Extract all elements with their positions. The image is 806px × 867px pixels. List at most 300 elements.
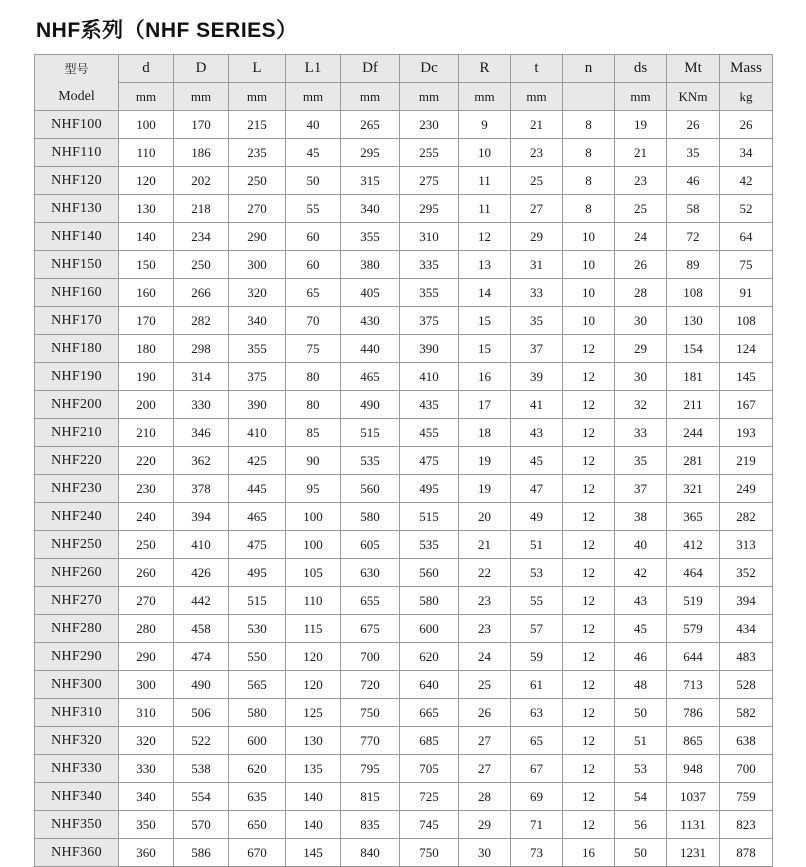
- cell-Mt: 1037: [667, 783, 720, 811]
- cell-R: 23: [459, 587, 511, 615]
- cell-D: 474: [174, 643, 229, 671]
- cell-Df: 655: [341, 587, 400, 615]
- cell-L1: 95: [286, 475, 341, 503]
- cell-ds: 50: [615, 699, 667, 727]
- cell-Dc: 560: [400, 559, 459, 587]
- cell-t: 33: [511, 279, 563, 307]
- cell-R: 23: [459, 615, 511, 643]
- cell-Df: 515: [341, 419, 400, 447]
- unit-t: mm: [511, 83, 563, 111]
- cell-D: 506: [174, 699, 229, 727]
- cell-model: NHF100: [35, 111, 119, 139]
- cell-ds: 33: [615, 419, 667, 447]
- cell-Mt: 72: [667, 223, 720, 251]
- unit-Mt: KNm: [667, 83, 720, 111]
- cell-Mass: 193: [720, 419, 773, 447]
- cell-ds: 32: [615, 391, 667, 419]
- cell-L: 445: [229, 475, 286, 503]
- cell-L: 355: [229, 335, 286, 363]
- cell-L1: 80: [286, 363, 341, 391]
- column-header-ds: ds: [615, 55, 667, 83]
- cell-Mass: 638: [720, 727, 773, 755]
- cell-L1: 65: [286, 279, 341, 307]
- cell-L: 465: [229, 503, 286, 531]
- cell-Mass: 483: [720, 643, 773, 671]
- unit-Mass: kg: [720, 83, 773, 111]
- cell-Df: 265: [341, 111, 400, 139]
- table-row: [35, 279, 773, 307]
- cell-D: 250: [174, 251, 229, 279]
- cell-model: NHF330: [35, 755, 119, 783]
- cell-t: 57: [511, 615, 563, 643]
- cell-Mt: 786: [667, 699, 720, 727]
- cell-model: NHF340: [35, 783, 119, 811]
- cell-d: 330: [119, 755, 174, 783]
- cell-R: 12: [459, 223, 511, 251]
- cell-D: 378: [174, 475, 229, 503]
- column-header-Mass: Mass: [720, 55, 773, 83]
- cell-Mass: 64: [720, 223, 773, 251]
- cell-R: 17: [459, 391, 511, 419]
- cell-ds: 43: [615, 587, 667, 615]
- cell-D: 234: [174, 223, 229, 251]
- cell-L: 620: [229, 755, 286, 783]
- model-header-en: Model: [58, 88, 95, 104]
- cell-D: 218: [174, 195, 229, 223]
- cell-R: 22: [459, 559, 511, 587]
- cell-d: 180: [119, 335, 174, 363]
- cell-R: 15: [459, 335, 511, 363]
- table-row: [35, 447, 773, 475]
- cell-L1: 70: [286, 307, 341, 335]
- cell-Df: 630: [341, 559, 400, 587]
- cell-D: 458: [174, 615, 229, 643]
- cell-Df: 840: [341, 839, 400, 867]
- cell-D: 362: [174, 447, 229, 475]
- column-header-Mt: Mt: [667, 55, 720, 83]
- cell-n: 12: [563, 615, 615, 643]
- cell-L: 475: [229, 531, 286, 559]
- cell-t: 55: [511, 587, 563, 615]
- cell-Mass: 42: [720, 167, 773, 195]
- cell-L1: 120: [286, 643, 341, 671]
- cell-t: 67: [511, 755, 563, 783]
- cell-L1: 60: [286, 223, 341, 251]
- cell-L: 320: [229, 279, 286, 307]
- cell-R: 27: [459, 727, 511, 755]
- unit-R: mm: [459, 83, 511, 111]
- cell-L1: 100: [286, 531, 341, 559]
- cell-ds: 42: [615, 559, 667, 587]
- cell-Mt: 58: [667, 195, 720, 223]
- cell-n: 8: [563, 139, 615, 167]
- cell-Dc: 750: [400, 839, 459, 867]
- cell-L1: 140: [286, 811, 341, 839]
- cell-L: 635: [229, 783, 286, 811]
- cell-L: 270: [229, 195, 286, 223]
- cell-Dc: 390: [400, 335, 459, 363]
- cell-t: 41: [511, 391, 563, 419]
- cell-L: 580: [229, 699, 286, 727]
- cell-n: 10: [563, 307, 615, 335]
- cell-R: 11: [459, 167, 511, 195]
- cell-L: 530: [229, 615, 286, 643]
- cell-t: 65: [511, 727, 563, 755]
- cell-ds: 30: [615, 307, 667, 335]
- table-row: [35, 335, 773, 363]
- cell-L: 410: [229, 419, 286, 447]
- cell-Mt: 244: [667, 419, 720, 447]
- cell-model: NHF360: [35, 839, 119, 867]
- cell-ds: 23: [615, 167, 667, 195]
- cell-Dc: 580: [400, 587, 459, 615]
- cell-d: 250: [119, 531, 174, 559]
- cell-n: 10: [563, 251, 615, 279]
- cell-n: 12: [563, 783, 615, 811]
- cell-d: 210: [119, 419, 174, 447]
- cell-Df: 315: [341, 167, 400, 195]
- cell-D: 314: [174, 363, 229, 391]
- cell-n: 12: [563, 811, 615, 839]
- table-body: [35, 111, 773, 867]
- cell-L1: 135: [286, 755, 341, 783]
- cell-n: 12: [563, 531, 615, 559]
- cell-L1: 40: [286, 111, 341, 139]
- cell-D: 570: [174, 811, 229, 839]
- cell-D: 538: [174, 755, 229, 783]
- cell-L1: 125: [286, 699, 341, 727]
- cell-model: NHF200: [35, 391, 119, 419]
- cell-t: 29: [511, 223, 563, 251]
- table-row: [35, 783, 773, 811]
- cell-Mt: 464: [667, 559, 720, 587]
- cell-ds: 56: [615, 811, 667, 839]
- cell-d: 290: [119, 643, 174, 671]
- cell-Mt: 865: [667, 727, 720, 755]
- table-row: [35, 363, 773, 391]
- cell-R: 14: [459, 279, 511, 307]
- cell-n: 12: [563, 503, 615, 531]
- model-header-cn: 型号: [64, 61, 89, 76]
- cell-model: NHF260: [35, 559, 119, 587]
- column-header-Dc: Dc: [400, 55, 459, 83]
- cell-ds: 28: [615, 279, 667, 307]
- cell-R: 15: [459, 307, 511, 335]
- header-row-symbols: [35, 55, 773, 83]
- cell-t: 49: [511, 503, 563, 531]
- cell-t: 23: [511, 139, 563, 167]
- cell-Mt: 1231: [667, 839, 720, 867]
- cell-Mt: 35: [667, 139, 720, 167]
- cell-Mass: 878: [720, 839, 773, 867]
- cell-n: 10: [563, 279, 615, 307]
- cell-L: 650: [229, 811, 286, 839]
- cell-Mass: 124: [720, 335, 773, 363]
- cell-R: 19: [459, 447, 511, 475]
- cell-D: 170: [174, 111, 229, 139]
- cell-L1: 130: [286, 727, 341, 755]
- cell-R: 19: [459, 475, 511, 503]
- cell-L: 550: [229, 643, 286, 671]
- cell-d: 320: [119, 727, 174, 755]
- cell-L1: 60: [286, 251, 341, 279]
- cell-model: NHF350: [35, 811, 119, 839]
- cell-Df: 405: [341, 279, 400, 307]
- cell-model: NHF190: [35, 363, 119, 391]
- unit-L1: mm: [286, 83, 341, 111]
- column-header-L: L: [229, 55, 286, 83]
- cell-d: 360: [119, 839, 174, 867]
- cell-L1: 45: [286, 139, 341, 167]
- cell-ds: 25: [615, 195, 667, 223]
- unit-n: [563, 83, 615, 111]
- cell-ds: 30: [615, 363, 667, 391]
- cell-L1: 140: [286, 783, 341, 811]
- table-row: [35, 391, 773, 419]
- cell-t: 69: [511, 783, 563, 811]
- cell-model: NHF230: [35, 475, 119, 503]
- cell-Dc: 515: [400, 503, 459, 531]
- cell-model: NHF320: [35, 727, 119, 755]
- table-row: [35, 643, 773, 671]
- cell-model: NHF270: [35, 587, 119, 615]
- cell-Mass: 26: [720, 111, 773, 139]
- cell-Mt: 948: [667, 755, 720, 783]
- cell-Mass: 313: [720, 531, 773, 559]
- cell-Df: 815: [341, 783, 400, 811]
- cell-n: 12: [563, 559, 615, 587]
- cell-Df: 720: [341, 671, 400, 699]
- cell-D: 298: [174, 335, 229, 363]
- table-row: [35, 139, 773, 167]
- cell-D: 410: [174, 531, 229, 559]
- cell-t: 47: [511, 475, 563, 503]
- cell-Mass: 167: [720, 391, 773, 419]
- cell-Dc: 640: [400, 671, 459, 699]
- cell-Dc: 665: [400, 699, 459, 727]
- cell-Df: 430: [341, 307, 400, 335]
- column-header-D: D: [174, 55, 229, 83]
- cell-Mt: 412: [667, 531, 720, 559]
- cell-t: 51: [511, 531, 563, 559]
- cell-n: 12: [563, 335, 615, 363]
- cell-d: 270: [119, 587, 174, 615]
- cell-t: 59: [511, 643, 563, 671]
- cell-L: 250: [229, 167, 286, 195]
- cell-Mass: 759: [720, 783, 773, 811]
- cell-n: 10: [563, 223, 615, 251]
- cell-Mt: 519: [667, 587, 720, 615]
- cell-d: 340: [119, 783, 174, 811]
- cell-R: 25: [459, 671, 511, 699]
- cell-ds: 51: [615, 727, 667, 755]
- cell-Mass: 434: [720, 615, 773, 643]
- table-row: [35, 503, 773, 531]
- table-row: [35, 531, 773, 559]
- cell-t: 63: [511, 699, 563, 727]
- cell-ds: 29: [615, 335, 667, 363]
- cell-d: 120: [119, 167, 174, 195]
- cell-t: 53: [511, 559, 563, 587]
- cell-Mt: 321: [667, 475, 720, 503]
- cell-n: 12: [563, 755, 615, 783]
- cell-Mass: 75: [720, 251, 773, 279]
- cell-d: 260: [119, 559, 174, 587]
- cell-ds: 24: [615, 223, 667, 251]
- cell-ds: 48: [615, 671, 667, 699]
- cell-n: 12: [563, 671, 615, 699]
- cell-L: 390: [229, 391, 286, 419]
- cell-D: 442: [174, 587, 229, 615]
- cell-D: 282: [174, 307, 229, 335]
- unit-ds: mm: [615, 83, 667, 111]
- cell-Mass: 91: [720, 279, 773, 307]
- cell-model: NHF120: [35, 167, 119, 195]
- cell-d: 160: [119, 279, 174, 307]
- cell-model: NHF180: [35, 335, 119, 363]
- cell-Df: 340: [341, 195, 400, 223]
- cell-Dc: 230: [400, 111, 459, 139]
- cell-model: NHF300: [35, 671, 119, 699]
- cell-Dc: 410: [400, 363, 459, 391]
- unit-Dc: mm: [400, 83, 459, 111]
- cell-L: 215: [229, 111, 286, 139]
- cell-D: 522: [174, 727, 229, 755]
- cell-L: 425: [229, 447, 286, 475]
- table-row: [35, 307, 773, 335]
- cell-Mass: 34: [720, 139, 773, 167]
- cell-L1: 55: [286, 195, 341, 223]
- cell-Mass: 394: [720, 587, 773, 615]
- cell-Mt: 281: [667, 447, 720, 475]
- cell-L: 670: [229, 839, 286, 867]
- cell-Dc: 705: [400, 755, 459, 783]
- cell-R: 10: [459, 139, 511, 167]
- table-header: [35, 55, 773, 111]
- column-header-Df: Df: [341, 55, 400, 83]
- cell-Dc: 275: [400, 167, 459, 195]
- cell-t: 45: [511, 447, 563, 475]
- table-row: [35, 839, 773, 867]
- cell-model: NHF170: [35, 307, 119, 335]
- table-row: [35, 811, 773, 839]
- cell-Mass: 582: [720, 699, 773, 727]
- cell-Df: 770: [341, 727, 400, 755]
- cell-model: NHF280: [35, 615, 119, 643]
- cell-D: 266: [174, 279, 229, 307]
- cell-Mass: 282: [720, 503, 773, 531]
- cell-Dc: 455: [400, 419, 459, 447]
- cell-Df: 560: [341, 475, 400, 503]
- cell-Mt: 26: [667, 111, 720, 139]
- cell-ds: 53: [615, 755, 667, 783]
- cell-model: NHF220: [35, 447, 119, 475]
- cell-n: 12: [563, 727, 615, 755]
- cell-model: NHF240: [35, 503, 119, 531]
- cell-Df: 440: [341, 335, 400, 363]
- cell-Dc: 435: [400, 391, 459, 419]
- cell-L1: 90: [286, 447, 341, 475]
- cell-D: 186: [174, 139, 229, 167]
- cell-n: 12: [563, 643, 615, 671]
- cell-Df: 605: [341, 531, 400, 559]
- cell-ds: 54: [615, 783, 667, 811]
- cell-L1: 110: [286, 587, 341, 615]
- table-row: [35, 419, 773, 447]
- cell-model: NHF130: [35, 195, 119, 223]
- cell-ds: 50: [615, 839, 667, 867]
- cell-Dc: 355: [400, 279, 459, 307]
- table-row: [35, 195, 773, 223]
- cell-n: 12: [563, 391, 615, 419]
- cell-d: 200: [119, 391, 174, 419]
- cell-n: 8: [563, 195, 615, 223]
- cell-Dc: 535: [400, 531, 459, 559]
- cell-Dc: 495: [400, 475, 459, 503]
- column-header-n: n: [563, 55, 615, 83]
- cell-D: 202: [174, 167, 229, 195]
- cell-R: 16: [459, 363, 511, 391]
- cell-R: 11: [459, 195, 511, 223]
- cell-d: 220: [119, 447, 174, 475]
- cell-Df: 795: [341, 755, 400, 783]
- cell-d: 140: [119, 223, 174, 251]
- table-row: [35, 223, 773, 251]
- cell-Df: 465: [341, 363, 400, 391]
- cell-Dc: 375: [400, 307, 459, 335]
- cell-L: 495: [229, 559, 286, 587]
- column-header-t: t: [511, 55, 563, 83]
- cell-L: 340: [229, 307, 286, 335]
- column-header-R: R: [459, 55, 511, 83]
- cell-model: NHF160: [35, 279, 119, 307]
- cell-Df: 580: [341, 503, 400, 531]
- cell-t: 43: [511, 419, 563, 447]
- cell-R: 28: [459, 783, 511, 811]
- cell-n: 12: [563, 447, 615, 475]
- cell-Dc: 255: [400, 139, 459, 167]
- cell-Dc: 725: [400, 783, 459, 811]
- table-row: [35, 475, 773, 503]
- cell-R: 30: [459, 839, 511, 867]
- cell-ds: 38: [615, 503, 667, 531]
- table-row: [35, 615, 773, 643]
- cell-Df: 295: [341, 139, 400, 167]
- cell-Df: 355: [341, 223, 400, 251]
- cell-R: 29: [459, 811, 511, 839]
- cell-R: 9: [459, 111, 511, 139]
- cell-Df: 835: [341, 811, 400, 839]
- cell-Mass: 700: [720, 755, 773, 783]
- table-row: [35, 167, 773, 195]
- cell-n: 12: [563, 419, 615, 447]
- cell-n: 12: [563, 475, 615, 503]
- cell-ds: 40: [615, 531, 667, 559]
- cell-L1: 50: [286, 167, 341, 195]
- unit-D: mm: [174, 83, 229, 111]
- cell-Mt: 211: [667, 391, 720, 419]
- cell-R: 27: [459, 755, 511, 783]
- cell-n: 16: [563, 839, 615, 867]
- cell-d: 150: [119, 251, 174, 279]
- cell-d: 240: [119, 503, 174, 531]
- cell-Mt: 713: [667, 671, 720, 699]
- cell-ds: 21: [615, 139, 667, 167]
- cell-Mass: 249: [720, 475, 773, 503]
- cell-L1: 75: [286, 335, 341, 363]
- cell-L: 235: [229, 139, 286, 167]
- cell-Mt: 130: [667, 307, 720, 335]
